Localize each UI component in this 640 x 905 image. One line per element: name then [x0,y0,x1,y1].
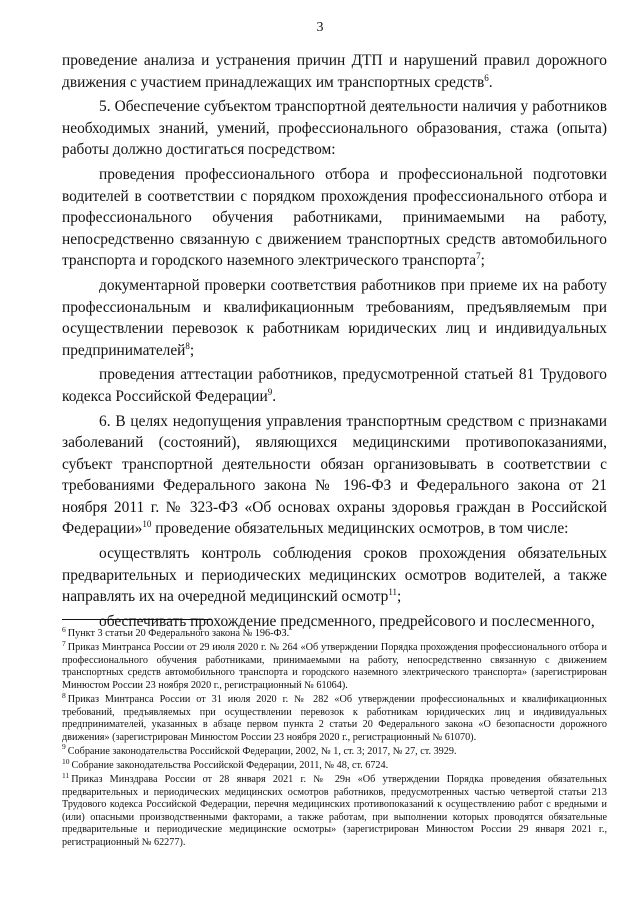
paragraph: обеспечивать прохождение предсменного, предрейсового и послесменного, [99,612,595,630]
paragraph: проведения профессионального отбора и профессиональной подготовки водителей в соответствии с порядком прохождения профессионального отбора и профессионального обучения работниками, принимаемыми на работу, непосредственно связанную с движением транспортных средств автомобильного транспорта и городского наземного электрического транспорта$^7$; [62,165,607,270]
footnote-mark: 8 [62,690,66,700]
footnote: $^{10}$ Собрание законодательства Российской Федерации, 2011, № 48, ст. 6724. [62,756,389,771]
paragraph: документарной проверки соответствия работников при приеме их на работу профессиональным и квалификационным требованиям, предъявляемым при осуществлении перевозок к работникам юридических лиц и индивидуальных предпринимателей$^8$; [62,276,607,359]
footnote: $^9$ Собрание законодательства Российской Федерации, 2002, № 1, ст. 3; 2017, № 27, ст. 3929. [62,742,457,757]
footnote-ref: 8 [185,340,190,351]
paragraph: 6. В целях недопущения управления транспортным средством с признаками заболеваний (состояний), являющихся медицинскими противопоказаниями, субъект транспортной деятельности обязан организовывать в соответствии с требованиями Федерального закона № 196-ФЗ и Федерального закона от 21 ноября 2011 г. № 323-ФЗ «Об основах охраны здоровья граждан в Российской Федерации»$^{10}$ проведение обязательных медицинских осмотров, в том числе: [62,412,607,538]
page-number: 3 [316,20,324,35]
footnote-ref: 6 [484,72,489,83]
footnotes [62,624,607,851]
paragraph: проведение анализа и устранения причин ДТП и нарушений правил дорожного движения с участием принадлежащих им транспортных средств$^6$. [62,52,607,91]
footnote-mark: 11 [62,770,70,780]
footnote: $^8$ Приказ Минтранса России от 31 июля 2020 г. № 282 «Об утверждении профессиональных и квалификационных требований, предъявляемых при осуществлении перевозок к работникам юридических лиц и индивидуальных предпринимателей, указанных в абзаце первом пункта 2 статьи 20 Федерального закона «О безопасности дорожного движения» (зарегистрирован Минюстом России 23 ноября 2020 г., регистрационный № 61070). [62,690,607,743]
footnote-ref: 11 [388,587,397,598]
footnote: $^{11}$ Приказ Минздрава России от 28 января 2021 г. № 29н «Об утверждении Порядка проведения обязательных предварительных и периодических медицинских осмотров работников, предусмотренных частью четвертой статьи 213 Трудового кодекса Российской Федерации, перечня медицинских противопоказаний к осуществлению работ с вредными и (или) опасными производственными факторами, а также работам, при выполнении которых проводятся обязательные предварительные и периодические медицинские осмотры» (зарегистрирован Минюстом России 29 января 2021 г., регистрационный № 62277). [62,770,607,848]
footnote-ref: 10 [142,519,152,530]
footnote-mark: 10 [62,756,70,766]
footnote: $^6$ Пункт 3 статьи 20 Федерального закона № 196-ФЗ. [62,624,290,639]
footnote: $^7$ Приказ Минтранса России от 29 июля 2020 г. № 264 «Об утверждении Порядка прохождения профессионального отбора и профессионального обучения работниками, принимаемыми на работу, непосредственно связанную с движением транспортных средств автомобильного транспорта и городского наземного электрического транспорта» (зарегистрирован Минюстом России 23 ноября 2020 г., регистрационный № 61064). [62,638,607,691]
footnote-mark: 9 [62,742,66,752]
footnote-ref: 7 [476,251,481,262]
footnote-ref: 9 [267,386,273,397]
paragraph: осуществлять контроль соблюдения сроков прохождения обязательных предварительных и периодических медицинских осмотров водителей, а также направлять их на очередной медицинский осмотр$^{11}$; [62,545,607,606]
paragraph: 5. Обеспечение субъектом транспортной деятельности наличия у работников необходимых знаний, умений, профессионального образования, стажа (опыта) работы должно достигаться посредством: [62,98,607,159]
footnote-divider [62,619,212,620]
footnote-mark: 7 [62,638,66,648]
main-text [62,50,607,635]
paragraph: проведения аттестации работников, предусмотренной статьей 81 Трудового кодекса Российской Федерации$^9$. [62,366,607,405]
footnote-mark: 6 [62,624,66,634]
